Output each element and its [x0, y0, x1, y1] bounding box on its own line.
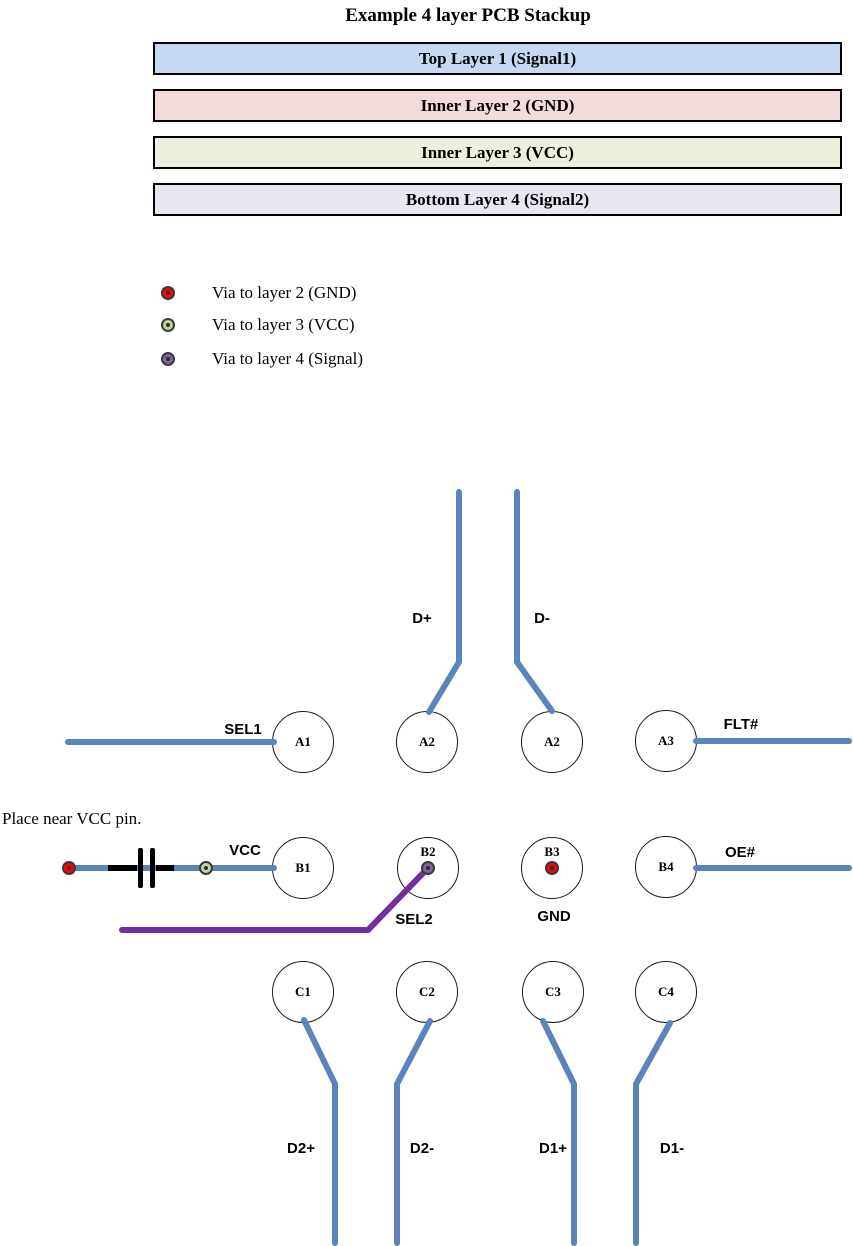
- legend-label: Via to layer 2 (GND): [212, 283, 357, 302]
- stackup-layer-label: Inner Layer 3 (VCC): [421, 142, 574, 162]
- legend-label: Via to layer 3 (VCC): [212, 315, 355, 334]
- net-label-oe: OE#: [724, 844, 756, 861]
- pad-label: B2: [420, 844, 436, 859]
- net-label-d1-minus: D1-: [659, 1140, 685, 1157]
- via-hole: [550, 866, 554, 870]
- net-label-d1-plus: D1+: [539, 1140, 567, 1157]
- stackup-layer-label: Inner Layer 2 (GND): [420, 95, 575, 115]
- pad-label: A3: [658, 733, 674, 748]
- net-label-flt: FLT#: [723, 716, 759, 733]
- pad-label: A2: [544, 734, 560, 749]
- net-label-d2-plus: D2+: [287, 1140, 315, 1157]
- placement-note: Place near VCC pin.: [2, 809, 142, 828]
- vcc-via-at-capacitor: [199, 861, 213, 875]
- net-label-d-minus: D-: [534, 610, 550, 627]
- via-hole: [67, 866, 71, 870]
- net-label-sel1: SEL1: [224, 721, 262, 738]
- gnd-via-at-capacitor: [62, 861, 76, 875]
- net-label-sel2: SEL2: [395, 911, 433, 928]
- gnd-via-in-pad-b3: [545, 861, 559, 875]
- pad-label: C4: [658, 984, 674, 999]
- pad-label: B4: [658, 859, 674, 874]
- pad-label: C3: [545, 984, 561, 999]
- legend-label: Via to layer 4 (Signal): [212, 349, 363, 368]
- pad-label: B3: [544, 844, 560, 859]
- page-title: Example 4 layer PCB Stackup: [345, 5, 591, 26]
- via-hole: [204, 866, 208, 870]
- pad-label: C2: [419, 984, 435, 999]
- pad-label: A1: [295, 734, 311, 749]
- pad-label: A2: [419, 734, 435, 749]
- net-label-d2-minus: D2-: [409, 1140, 435, 1157]
- pad-label: C1: [295, 984, 311, 999]
- net-label-vcc: VCC: [229, 842, 261, 859]
- pad-label: B1: [295, 860, 311, 875]
- stackup-layer-label: Top Layer 1 (Signal1): [418, 48, 577, 68]
- signal-via-in-pad-b2: [421, 861, 435, 875]
- net-label-d-plus: D+: [412, 610, 432, 627]
- net-label-gnd: GND: [537, 908, 571, 925]
- via-hole: [426, 866, 430, 870]
- trace-sel2: [122, 868, 428, 930]
- stackup-layer-label: Bottom Layer 4 (Signal2): [405, 189, 590, 209]
